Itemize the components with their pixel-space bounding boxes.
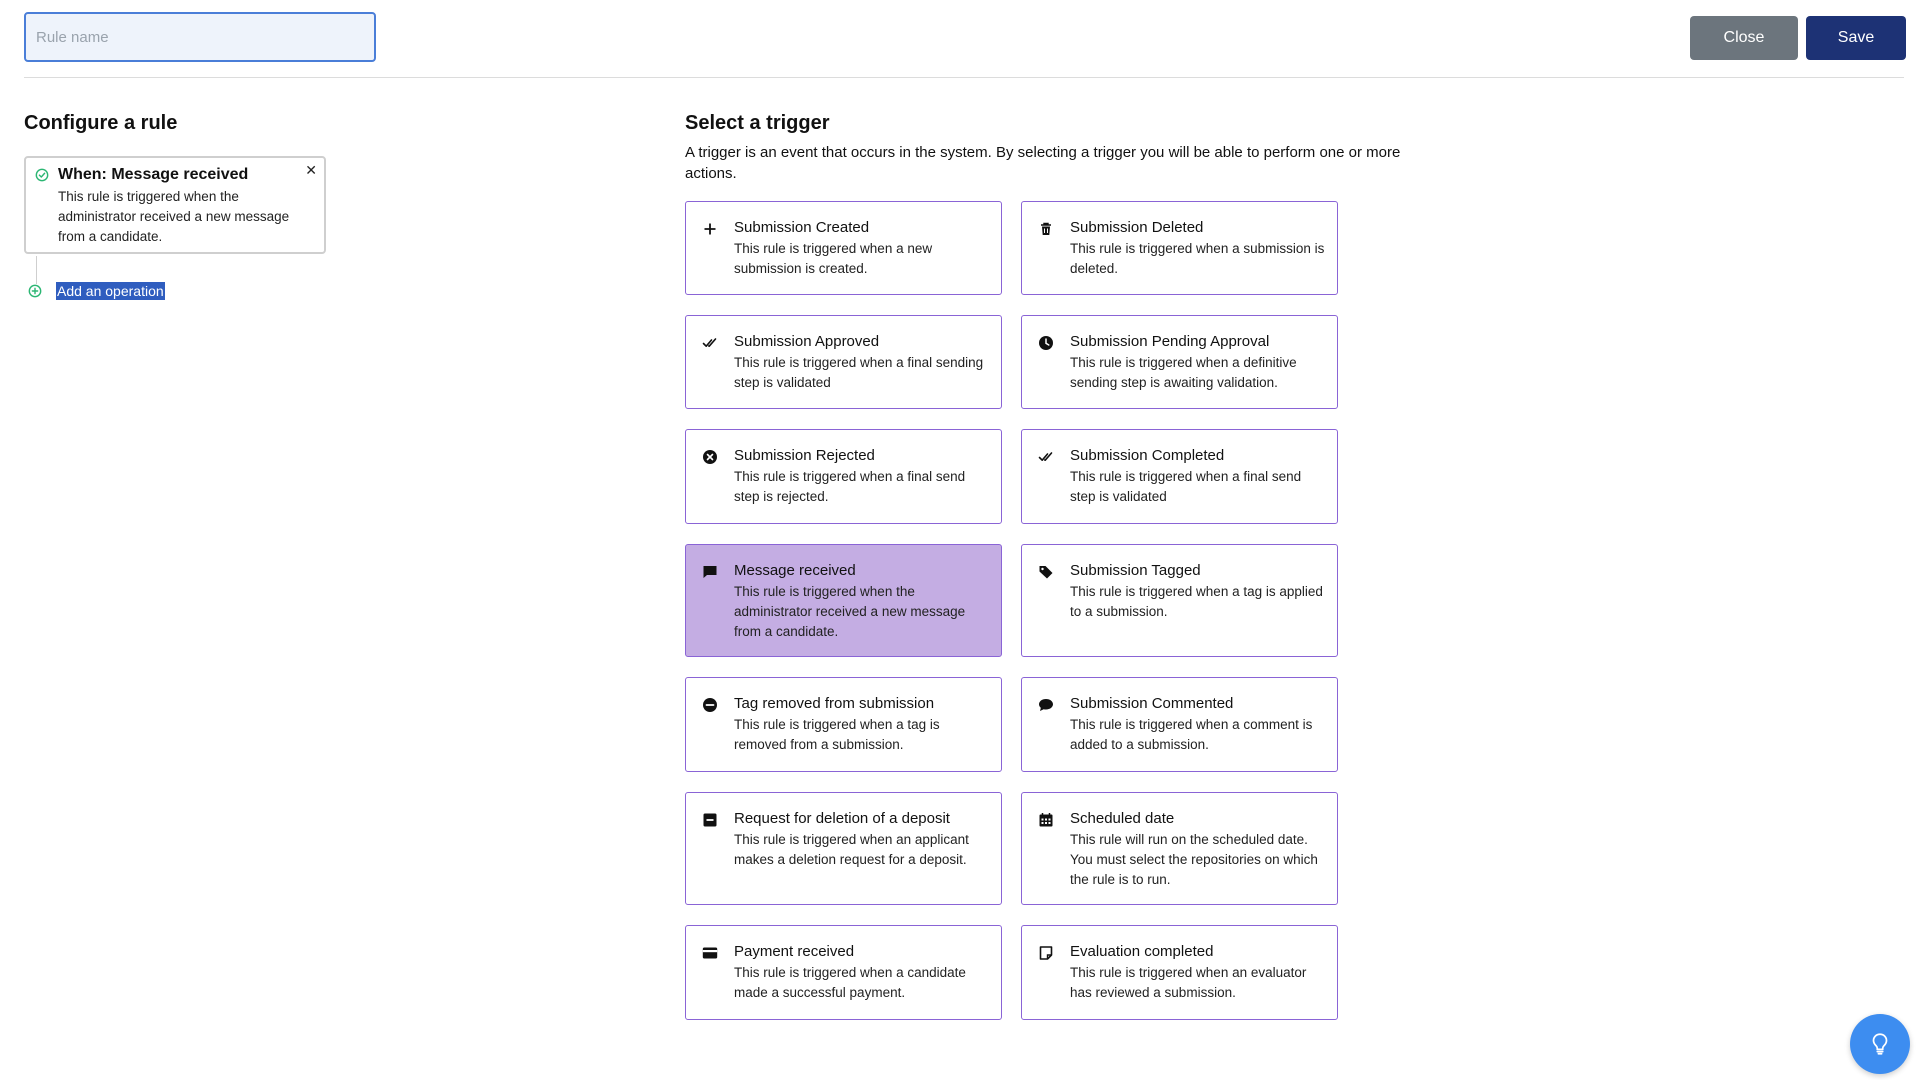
- trigger-card-submission-pending-approval[interactable]: [1021, 315, 1338, 409]
- trigger-card-description: This rule is triggered when a tag is applied to a submission.: [1070, 584, 1323, 619]
- trigger-card-submission-approved[interactable]: [685, 315, 1002, 409]
- header-bar: [24, 12, 1904, 78]
- trigger-card-tag-removed-from-submission[interactable]: [685, 677, 1002, 772]
- clock-icon: [1038, 335, 1054, 351]
- trigger-card-title: Submission Created: [734, 219, 870, 236]
- trigger-card-title: Payment received: [734, 943, 855, 960]
- save-button[interactable]: Save: [1806, 16, 1906, 60]
- trigger-card-submission-deleted[interactable]: [1021, 201, 1338, 295]
- tag-icon: [1038, 564, 1054, 580]
- trash-icon: [1038, 221, 1054, 237]
- trigger-card-description: This rule is triggered when a final sending step is validated: [734, 355, 984, 390]
- trigger-card-description: This rule is triggered when a new submission is created.: [734, 241, 933, 276]
- remove-trigger-icon[interactable]: ✕: [305, 162, 317, 178]
- trigger-card-title: Message received: [734, 562, 856, 579]
- trigger-card-request-for-deletion-of-a-deposit[interactable]: [685, 792, 1002, 905]
- selected-trigger-description: This rule is triggered when the administrator received a new message from a candidate.: [58, 189, 290, 244]
- trigger-card-description: This rule is triggered when a final send step is rejected.: [734, 469, 966, 504]
- trigger-card-submission-commented[interactable]: [1021, 677, 1338, 772]
- trigger-card-description: This rule is triggered when an applicant makes a deletion request for a deposit.: [734, 832, 969, 867]
- add-operation[interactable]: [28, 282, 165, 300]
- trigger-card-description: This rule is triggered when a definitive sending step is awaiting validation.: [1070, 355, 1297, 390]
- trigger-card-description: This rule is triggered when a candidate made a successful payment.: [734, 965, 966, 1000]
- trigger-card-submission-created[interactable]: [685, 201, 1002, 295]
- trigger-card-description: This rule is triggered when an evaluator has reviewed a submission.: [1070, 965, 1307, 1000]
- trigger-card-evaluation-completed[interactable]: [1021, 925, 1338, 1020]
- close-button[interactable]: Close: [1690, 16, 1798, 60]
- select-trigger-description: A trigger is an event that occurs in the system. By selecting a trigger you will be able to perform one or more actions.: [685, 144, 1401, 182]
- trigger-card-title: Submission Deleted: [1070, 219, 1204, 236]
- trigger-card-submission-tagged[interactable]: [1021, 544, 1338, 657]
- trigger-card-scheduled-date[interactable]: [1021, 792, 1338, 905]
- selected-trigger-card: [24, 156, 326, 254]
- trigger-card-description: This rule will run on the scheduled date. You must select the repositories on which the rule is to run.: [1070, 832, 1318, 887]
- trigger-card-title: Tag removed from submission: [734, 695, 935, 712]
- trigger-card-title: Scheduled date: [1070, 810, 1175, 827]
- trigger-card-message-received[interactable]: [685, 544, 1002, 657]
- minus-square-icon: [702, 812, 718, 828]
- selected-trigger-title: When: Message received: [58, 166, 249, 183]
- select-trigger-title: Select a trigger: [685, 112, 830, 134]
- message-icon: [702, 564, 718, 580]
- plus-icon: [702, 221, 718, 237]
- double-check-icon: [1038, 449, 1054, 465]
- credit-card-icon: [702, 945, 718, 961]
- trigger-card-description: This rule is triggered when a tag is removed from a submission.: [734, 717, 940, 752]
- trigger-card-title: Submission Commented: [1070, 695, 1234, 712]
- trigger-card-description: This rule is triggered when a comment is added to a submission.: [1070, 717, 1313, 752]
- configure-rule-title: Configure a rule: [24, 112, 178, 134]
- help-button[interactable]: [1850, 1014, 1910, 1074]
- check-circle-icon: [35, 168, 49, 182]
- trigger-card-description: This rule is triggered when a final send step is validated: [1070, 469, 1302, 504]
- comment-icon: [1038, 697, 1054, 713]
- trigger-card-payment-received[interactable]: [685, 925, 1002, 1020]
- trigger-card-title: Submission Rejected: [734, 447, 875, 464]
- connector-line: [36, 256, 37, 284]
- trigger-card-title: Evaluation completed: [1070, 943, 1214, 960]
- trigger-card-description: This rule is triggered when a submission is deleted.: [1070, 241, 1325, 276]
- trigger-card-title: Submission Tagged: [1070, 562, 1201, 579]
- trigger-card-description: This rule is triggered when the administrator received a new message from a candidate.: [734, 584, 966, 639]
- trigger-card-submission-completed[interactable]: [1021, 429, 1338, 524]
- double-check-icon: [702, 335, 718, 351]
- lightbulb-icon: [1867, 1031, 1893, 1057]
- calendar-icon: [1038, 812, 1054, 828]
- trigger-card-title: Submission Pending Approval: [1070, 333, 1270, 350]
- minus-circle-icon: [702, 697, 718, 713]
- trigger-card-title: Request for deletion of a deposit: [734, 810, 950, 827]
- x-circle-icon: [702, 449, 718, 465]
- trigger-card-title: Submission Completed: [1070, 447, 1225, 464]
- trigger-card-submission-rejected[interactable]: [685, 429, 1002, 524]
- add-operation-link[interactable]: Add an operation: [57, 283, 164, 299]
- plus-circle-icon: [28, 284, 42, 298]
- rule-name-input[interactable]: [24, 12, 376, 62]
- note-icon: [1038, 945, 1054, 961]
- trigger-card-title: Submission Approved: [734, 333, 880, 350]
